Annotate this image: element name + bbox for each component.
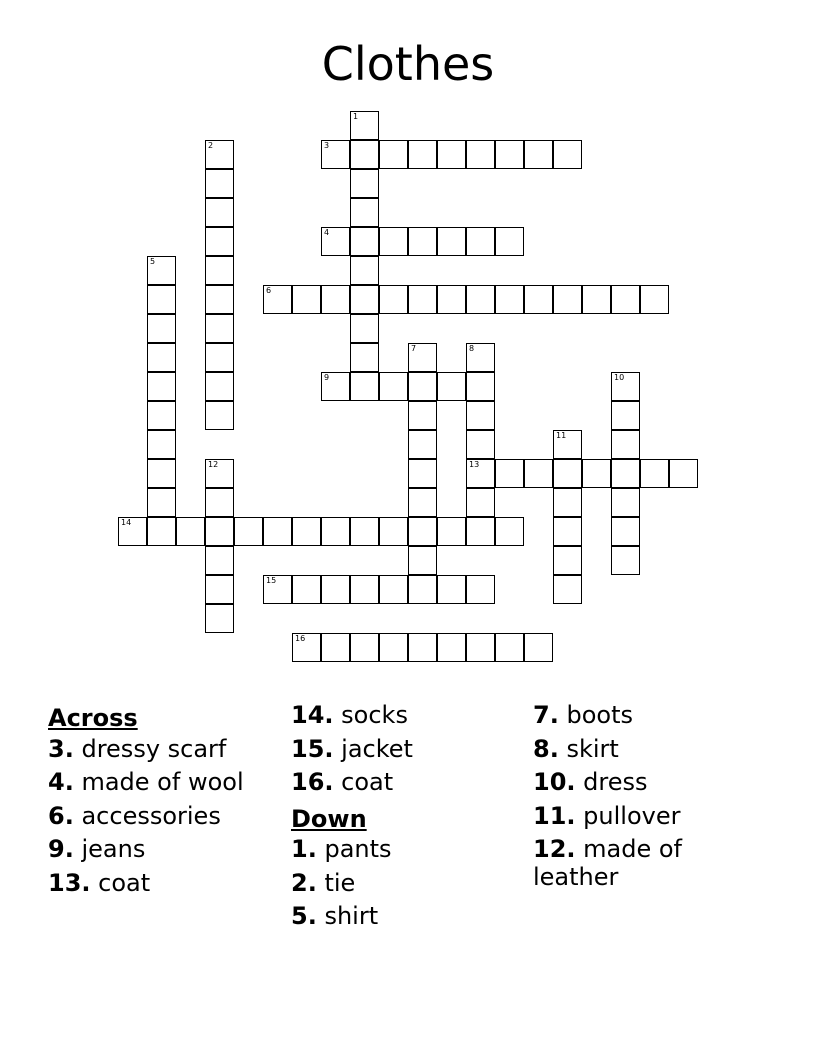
clue-column-2 (291, 702, 521, 937)
grid-cell[interactable] (553, 140, 582, 169)
grid-cell[interactable] (466, 227, 495, 256)
clue-number: 16. (291, 768, 334, 796)
down-clue-1 (291, 836, 521, 864)
grid-cell[interactable] (205, 517, 234, 546)
grid-cell[interactable] (205, 546, 234, 575)
grid-cell[interactable] (350, 633, 379, 662)
across-heading: Across (48, 704, 138, 732)
grid-cell[interactable] (292, 575, 321, 604)
grid-cell[interactable] (611, 459, 640, 488)
clue-number: 9. (48, 835, 74, 863)
grid-cell[interactable] (292, 517, 321, 546)
grid-cell[interactable] (147, 343, 176, 372)
grid-cell[interactable] (495, 285, 524, 314)
across-clue-13 (48, 870, 263, 898)
grid-cell[interactable] (466, 140, 495, 169)
clue-number: 11. (533, 801, 576, 830)
down-clue-10 (533, 769, 763, 797)
grid-cell[interactable] (147, 430, 176, 459)
grid-cell[interactable] (524, 140, 553, 169)
clue-number: 14. (291, 701, 334, 729)
grid-cell[interactable] (553, 459, 582, 488)
clue-text: socks (341, 701, 408, 729)
cell-number: 11 (556, 431, 567, 440)
grid-cell[interactable] (379, 372, 408, 401)
grid-cell[interactable] (147, 459, 176, 488)
grid-cell[interactable] (611, 546, 640, 575)
grid-cell[interactable] (147, 488, 176, 517)
clue-number: 15. (291, 734, 334, 763)
clue-number: 6. (48, 801, 74, 830)
grid-cell[interactable] (292, 285, 321, 314)
grid-cell[interactable] (147, 285, 176, 314)
grid-cell[interactable] (553, 430, 582, 459)
grid-cell[interactable] (205, 256, 234, 285)
grid-cell[interactable] (611, 372, 640, 401)
grid-cell[interactable] (321, 285, 350, 314)
grid-cell[interactable] (205, 575, 234, 604)
clue-text: made of wool (81, 768, 244, 796)
grid-cell[interactable] (553, 285, 582, 314)
grid-cell[interactable] (321, 575, 350, 604)
grid-cell[interactable] (205, 169, 234, 198)
down-clue-12 (533, 836, 763, 891)
clue-number: 5. (291, 902, 317, 930)
clue-text: pants (324, 835, 392, 863)
grid-cell[interactable] (408, 546, 437, 575)
grid-cell[interactable] (466, 430, 495, 459)
grid-cell[interactable] (611, 285, 640, 314)
grid-cell[interactable] (437, 372, 466, 401)
grid-cell[interactable] (408, 430, 437, 459)
clue-text: boots (566, 701, 633, 729)
grid-cell[interactable] (582, 285, 611, 314)
grid-cell[interactable] (611, 401, 640, 430)
down-heading: Down (291, 804, 367, 833)
cell-number: 16 (295, 634, 306, 643)
grid-cell[interactable] (408, 343, 437, 372)
clue-number: 3. (48, 734, 74, 763)
clue-text: jacket (341, 734, 413, 763)
grid-cell[interactable] (495, 517, 524, 546)
grid-cell[interactable] (350, 517, 379, 546)
grid-cell[interactable] (350, 314, 379, 343)
grid-cell[interactable] (205, 198, 234, 227)
grid-cell[interactable] (147, 517, 176, 546)
grid-cell[interactable] (379, 285, 408, 314)
clue-text: coat (341, 768, 394, 796)
grid-cell[interactable] (640, 459, 669, 488)
grid-cell[interactable] (524, 285, 553, 314)
grid-cell[interactable] (205, 285, 234, 314)
cell-number: 5 (150, 257, 156, 266)
grid-cell[interactable] (263, 575, 292, 604)
grid-cell[interactable] (408, 140, 437, 169)
grid-cell[interactable] (466, 575, 495, 604)
clue-column-3 (533, 702, 763, 897)
grid-cell[interactable] (350, 227, 379, 256)
grid-cell[interactable] (321, 517, 350, 546)
grid-cell[interactable] (553, 517, 582, 546)
grid-cell[interactable] (553, 575, 582, 604)
clue-text: jeans (81, 835, 146, 863)
grid-cell[interactable] (437, 633, 466, 662)
across-clue-14 (291, 702, 521, 730)
grid-cell[interactable] (350, 256, 379, 285)
grid-cell[interactable] (408, 488, 437, 517)
cell-number: 8 (469, 344, 475, 353)
grid-cell[interactable] (553, 546, 582, 575)
grid-cell[interactable] (408, 227, 437, 256)
down-clue-8 (533, 736, 763, 764)
grid-cell[interactable] (205, 401, 234, 430)
puzzle-title: Clothes (321, 37, 495, 91)
cell-number: 4 (324, 228, 330, 237)
clue-text: pullover (583, 801, 681, 830)
grid-cell[interactable] (437, 517, 466, 546)
grid-cell[interactable] (437, 140, 466, 169)
cell-number: 12 (208, 460, 219, 469)
grid-cell[interactable] (205, 227, 234, 256)
grid-cell[interactable] (321, 633, 350, 662)
grid-cell[interactable] (379, 633, 408, 662)
clue-number: 10. (533, 768, 576, 796)
grid-cell[interactable] (379, 575, 408, 604)
across-clue-3 (48, 736, 263, 764)
grid-cell[interactable] (176, 517, 205, 546)
grid-cell[interactable] (350, 111, 379, 140)
grid-cell[interactable] (321, 140, 350, 169)
grid-cell[interactable] (437, 575, 466, 604)
across-clue-9 (48, 836, 263, 864)
grid-cell[interactable] (379, 140, 408, 169)
clue-number: 8. (533, 734, 559, 763)
grid-cell[interactable] (147, 401, 176, 430)
clue-text: made of leather (533, 835, 683, 891)
clue-text: dress (583, 768, 648, 796)
across-clue-6 (48, 803, 263, 831)
grid-cell[interactable] (640, 285, 669, 314)
grid-cell[interactable] (466, 372, 495, 401)
grid-cell[interactable] (350, 140, 379, 169)
grid-cell[interactable] (524, 633, 553, 662)
grid-cell[interactable] (669, 459, 698, 488)
cell-number: 7 (411, 344, 417, 353)
grid-cell[interactable] (495, 459, 524, 488)
grid-cell[interactable] (205, 343, 234, 372)
across-clue-4 (48, 769, 263, 797)
grid-cell[interactable] (437, 227, 466, 256)
grid-cell[interactable] (147, 372, 176, 401)
cell-number: 6 (266, 286, 272, 295)
grid-cell[interactable] (466, 488, 495, 517)
down-clue-5 (291, 903, 521, 931)
grid-cell[interactable] (553, 488, 582, 517)
clue-number: 1. (291, 835, 317, 863)
grid-cell[interactable] (205, 372, 234, 401)
clue-number: 13. (48, 868, 91, 897)
grid-cell[interactable] (118, 517, 147, 546)
grid-cell[interactable] (147, 256, 176, 285)
grid-cell[interactable] (408, 575, 437, 604)
clue-text: dressy scarf (81, 734, 227, 763)
grid-cell[interactable] (234, 517, 263, 546)
down-clue-7 (533, 702, 763, 730)
grid-cell[interactable] (408, 517, 437, 546)
grid-cell[interactable] (147, 314, 176, 343)
grid-cell[interactable] (495, 140, 524, 169)
cell-number: 15 (266, 576, 277, 585)
grid-cell[interactable] (611, 517, 640, 546)
grid-cell[interactable] (495, 633, 524, 662)
cell-number: 9 (324, 373, 330, 382)
grid-cell[interactable] (437, 285, 466, 314)
grid-cell[interactable] (263, 517, 292, 546)
grid-cell[interactable] (205, 314, 234, 343)
grid-cell[interactable] (408, 459, 437, 488)
down-clue-2 (291, 870, 521, 898)
clue-number: 2. (291, 868, 317, 897)
grid-cell[interactable] (466, 343, 495, 372)
grid-cell[interactable] (408, 285, 437, 314)
clue-column-1 (48, 702, 263, 903)
clue-text: shirt (324, 902, 379, 930)
cell-number: 1 (353, 112, 359, 121)
across-clue-16 (291, 769, 521, 797)
grid-cell[interactable] (205, 140, 234, 169)
across-clue-15 (291, 736, 521, 764)
grid-cell[interactable] (350, 575, 379, 604)
grid-cell[interactable] (321, 227, 350, 256)
clue-text: skirt (566, 734, 619, 763)
grid-cell[interactable] (292, 633, 321, 662)
clue-number: 4. (48, 768, 74, 796)
grid-cell[interactable] (408, 372, 437, 401)
clue-number: 7. (533, 701, 559, 729)
grid-cell[interactable] (379, 517, 408, 546)
grid-cell[interactable] (350, 372, 379, 401)
grid-cell[interactable] (350, 343, 379, 372)
grid-cell[interactable] (205, 459, 234, 488)
grid-cell[interactable] (524, 459, 553, 488)
grid-cell[interactable] (408, 401, 437, 430)
clue-text: tie (324, 868, 356, 897)
grid-cell[interactable] (466, 401, 495, 430)
grid-cell[interactable] (263, 285, 292, 314)
cell-number: 10 (614, 373, 625, 382)
grid-cell[interactable] (611, 430, 640, 459)
cell-number: 3 (324, 141, 330, 150)
grid-cell[interactable] (350, 169, 379, 198)
grid-cell[interactable] (582, 459, 611, 488)
grid-cell[interactable] (466, 459, 495, 488)
grid-cell[interactable] (495, 227, 524, 256)
grid-cell[interactable] (466, 517, 495, 546)
cell-number: 14 (121, 518, 132, 527)
cell-number: 2 (208, 141, 214, 150)
grid-cell[interactable] (379, 227, 408, 256)
clue-text: accessories (81, 801, 221, 830)
grid-cell[interactable] (205, 488, 234, 517)
grid-cell[interactable] (466, 285, 495, 314)
down-clue-11 (533, 803, 763, 831)
grid-cell[interactable] (466, 633, 495, 662)
grid-cell[interactable] (408, 633, 437, 662)
grid-cell[interactable] (321, 372, 350, 401)
clue-number: 12. (533, 835, 576, 863)
cell-number: 13 (469, 460, 480, 469)
grid-cell[interactable] (205, 604, 234, 633)
grid-cell[interactable] (350, 198, 379, 227)
clue-text: coat (98, 868, 151, 897)
grid-cell[interactable] (350, 285, 379, 314)
grid-cell[interactable] (611, 488, 640, 517)
